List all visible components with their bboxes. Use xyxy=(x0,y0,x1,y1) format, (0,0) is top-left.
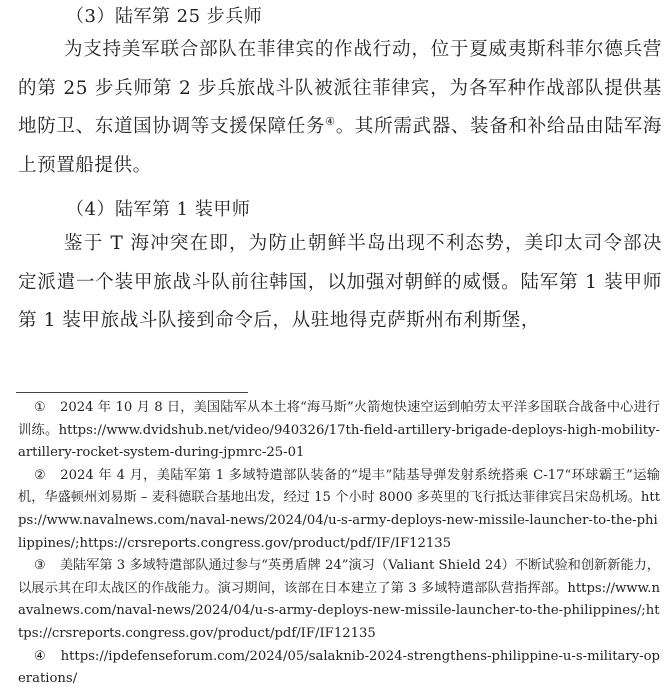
footnote-marker: ③ xyxy=(34,558,46,574)
footnote-text: 2024 年 4 月，美陆军第 1 多域特遣部队装备的“堤丰”陆基导弹发射系统搭乘 C-17“环球霸王”运输机，华盛顿州刘易斯 – 麦科德联合基地出发，经过 15 个小时 8000 多英里的飞行抵达菲律宾吕宋岛机场。https://www.navalnews.com/naval-news/2024/04/u-s-army-deploys-new-missile-launcher-to-the-philippines/;https://crsreports.congress.gov/product/pdf/IF/IF12135 xyxy=(18,467,660,551)
paragraph-1st-armored: 鉴于 T 海冲突在即，为防止朝鲜半岛出现不利态势，美印太司令部决定派遣一个装甲旅战斗队前往韩国，以加强对朝鲜的威慑。陆军第 1 装甲师第 1 装甲旅战斗队接到命令后，从驻地得克萨斯州布利斯堡， xyxy=(18,233,662,331)
footnote-ref-4[interactable]: ④ xyxy=(325,114,336,128)
footnote-text: 美陆军第 3 多域特遣部队通过参与“英勇盾牌 24”演习（Valiant Shield 24）不断试验和创新新能力，以展示其在印太战区的作战能力。演习期间，该部在日本建立了第 3 多域特遣部队营指挥部。https://www.navalnews.com/naval-news/2024/04/u-s-army-deploys-new-missile-launcher-to-the-philippines/;https://crsreports.congress.gov/product/pdf/IF/IF12135 xyxy=(18,558,660,641)
section-heading-1st-armored: （4）陆军第 1 装甲师 xyxy=(66,199,251,220)
footnote-3 xyxy=(18,555,660,645)
footnote-text: https://ipdefenseforum.com/2024/05/salaknib-2024-strengthens-philippine-u-s-military-operations/ xyxy=(18,648,660,687)
footnotes xyxy=(18,397,660,691)
paragraph-text-tail: 。其所需武器、装备和补给品由陆军海上预置船提供。 xyxy=(18,116,662,176)
footnote-4 xyxy=(18,646,660,691)
footnote-1 xyxy=(18,397,660,465)
footnote-text: 2024 年 10 月 8 日，美国陆军从本土将“海马斯”火箭炮快速空运到帕劳太平洋多国联合战备中心进行训练。https://www.dvidshub.net/video/940326/17th-field-artillery-brigade-deploys-high-mobility-artillery-rocket-system-during-jpmrc-25-01 xyxy=(18,400,660,461)
footnote-marker: ② xyxy=(34,467,47,483)
section-heading-25th-infantry: （3）陆军第 25 步兵师 xyxy=(66,6,263,27)
footnote-divider xyxy=(16,392,248,393)
paragraph-text: 为支持美军联合部队在菲律宾的作战行动，位于夏威夷斯科菲尔德兵营的第 25 步兵师第 2 步兵旅战斗队被派往菲律宾，为各军种作战部队提供基地防卫、东道国协调等支援保障任务 xyxy=(18,39,662,137)
footnote-marker: ④ xyxy=(34,648,47,664)
footnote-marker: ① xyxy=(34,400,46,415)
footnote-2 xyxy=(18,465,660,555)
paragraph-25th-infantry xyxy=(18,31,662,185)
